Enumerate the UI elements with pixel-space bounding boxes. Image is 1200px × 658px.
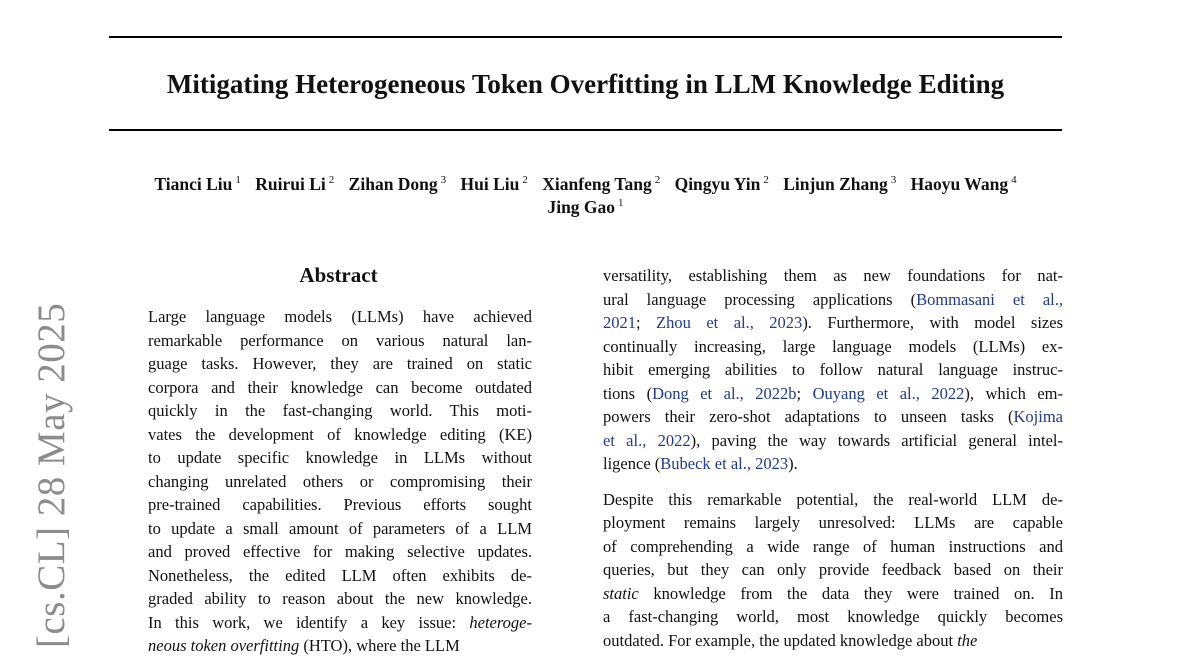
intro-line (603, 311, 1063, 335)
abstract-emphasis: neous token overfitting (148, 636, 300, 655)
abstract-line: changing unrelated others or compromising their (148, 471, 532, 491)
title-rule-top (109, 36, 1062, 38)
intro-emphasis: the (957, 630, 978, 650)
paper-title: Mitigating Heterogeneous Token Overfitting in LLM Knowledge Editing (166, 69, 1005, 99)
intro-line: ployment remains largely unresolved: LLMs are capable (603, 513, 1063, 532)
intro-line (603, 629, 1063, 653)
author-name (783, 174, 896, 194)
abstract-line: quickly in the fast-changing world. This moti- (148, 401, 532, 420)
intro-text: ural language processing applications ( (603, 289, 917, 309)
abstract-line: guage tasks. However, they are trained on static (148, 354, 532, 373)
title-rule-bottom (109, 129, 1062, 131)
intro-text: ), which em- (964, 383, 1063, 403)
citation-link[interactable]: Ouyang et al., 2022 (812, 383, 965, 403)
intro-line (603, 382, 1063, 406)
abstract-line: to update specific knowledge in LLMs without (148, 448, 532, 467)
abstract-line: Nonetheless, the edited LLM often exhibits de- (148, 565, 532, 585)
citation-link[interactable]: Bubeck et al., 2023 (660, 454, 789, 473)
intro-line: a fast-changing world, most knowledge quickly becomes (603, 607, 1063, 626)
intro-line (603, 582, 1063, 606)
abstract-line: corpora and their knowledge can become outdated (148, 377, 532, 397)
affiliation-mark: 3 (890, 174, 897, 187)
abstract-text: In this work, we identify a key issue: (148, 612, 457, 632)
intro-line: versatility, establishing them as new foundations for nat- (603, 266, 1063, 285)
intro-line (603, 429, 1063, 453)
intro-line: continually increasing, large language models (LLMs) ex- (603, 336, 1063, 356)
abstract-emphasis: heteroge- (469, 612, 532, 632)
abstract-line: Large language models (LLMs) have achieved (148, 307, 532, 326)
abstract-body (148, 305, 532, 658)
author-label: Ruirui Li (255, 174, 326, 194)
citation-link[interactable]: et al., 2022 (603, 430, 691, 450)
author-label: Haoyu Wang (910, 174, 1009, 194)
abstract-line (148, 611, 532, 635)
author-label: Jing Gao (547, 197, 616, 217)
author-label: Qingyu Yin (674, 174, 761, 194)
author-name (461, 174, 528, 194)
citation-link[interactable]: 2021 (603, 313, 636, 332)
affiliation-mark: 3 (440, 174, 447, 187)
abstract-line: pre-trained capabilities. Previous efforts sought (148, 495, 532, 514)
abstract-text: (HTO), where the LLM (303, 636, 460, 655)
intro-line: queries, but they can only provide feedback based on their (603, 560, 1063, 579)
affiliation-mark: 2 (763, 174, 769, 187)
intro-text: ligence ( (603, 454, 661, 473)
intro-text: tions ( (603, 383, 653, 403)
citation-link[interactable]: Zhou et al., 2023 (656, 313, 803, 332)
abstract-line: graded ability to reason about the new knowledge. (148, 589, 532, 608)
intro-text: powers their zero-shot adaptations to unseen tasks ( (603, 407, 1014, 426)
abstract-line: and proved effective for making selective updates. (148, 542, 532, 561)
intro-line (603, 405, 1063, 429)
intro-text: outdated. For example, the updated knowledge about (603, 630, 958, 650)
intro-text: ; (796, 383, 813, 403)
intro-line: Despite this remarkable potential, the real-world LLM de- (603, 489, 1063, 509)
intro-line: of comprehending a wide range of human instructions and (603, 536, 1063, 556)
author-name (547, 197, 623, 217)
intro-emphasis: static (603, 583, 639, 603)
citation-link[interactable]: Dong et al., 2022b (652, 383, 797, 403)
author-label: Hui Liu (460, 174, 520, 194)
author-name (542, 174, 660, 194)
intro-line (603, 288, 1063, 312)
author-name (154, 174, 240, 194)
arxiv-stamp-text: [cs.CL] 28 May 2025 (30, 302, 73, 648)
intro-line: hibit emerging abilities to follow natural language instruc- (603, 360, 1063, 379)
abstract-line: remarkable performance on various natural lan- (148, 330, 532, 350)
affiliation-mark: 1 (235, 174, 241, 187)
author-label: Tianci Liu (154, 174, 233, 194)
author-list (100, 173, 1071, 219)
citation-link[interactable]: Bommasani et al., (916, 289, 1063, 309)
introduction-column (603, 264, 1063, 652)
author-label: Xianfeng Tang (542, 174, 652, 194)
author-label: Zihan Dong (348, 174, 438, 194)
affiliation-mark: 2 (654, 174, 661, 187)
paragraph-gap (603, 476, 1063, 488)
affiliation-mark: 2 (522, 174, 528, 187)
intro-text: ; (636, 313, 657, 332)
author-name (349, 174, 447, 194)
intro-text: ). Furthermore, with model sizes (802, 313, 1063, 332)
intro-text: knowledge from the data they were trained on. In (638, 583, 1063, 603)
affiliation-mark: 4 (1011, 174, 1017, 187)
abstract-line: to update a small amount of parameters of a LLM (148, 518, 532, 538)
intro-text: ), paving the way towards artificial general intel- (690, 430, 1063, 450)
abstract-heading: Abstract (299, 263, 378, 287)
author-name (675, 174, 769, 194)
abstract-line: vates the development of knowledge editing (KE) (148, 424, 532, 444)
intro-text: ). (788, 454, 798, 473)
author-name (911, 174, 1017, 194)
author-name (255, 174, 334, 194)
affiliation-mark: 1 (618, 197, 624, 210)
citation-link[interactable]: Kojima (1013, 407, 1063, 426)
abstract-line (148, 634, 532, 658)
author-label: Linjun Zhang (783, 174, 888, 194)
intro-line (603, 452, 1063, 476)
affiliation-mark: 2 (328, 174, 335, 187)
